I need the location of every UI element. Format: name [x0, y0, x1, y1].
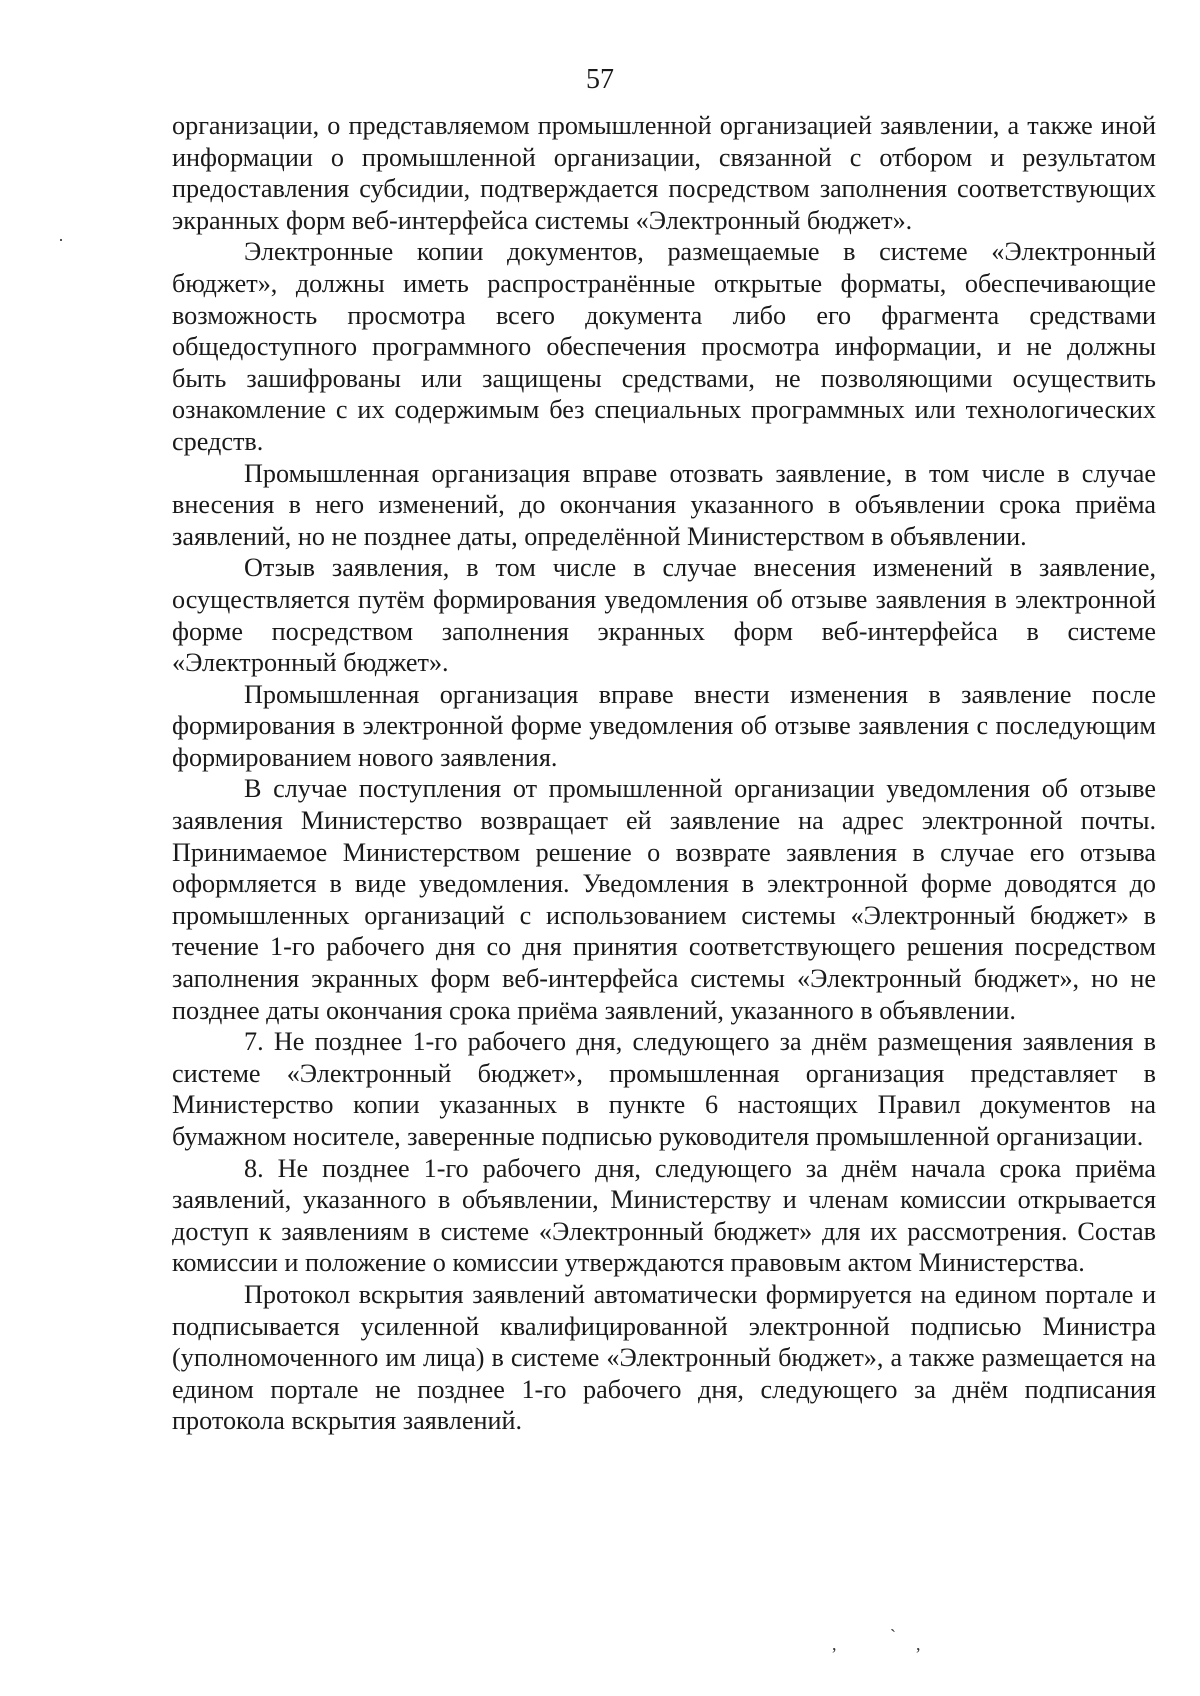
scan-speck: , — [916, 1634, 921, 1654]
paragraph-item-8: 8. Не позднее 1-го рабочего дня, следующего за днём начала срока приёма заявлений, указанного в объявлении, Министерству и членам комиссии открывается доступ к заявлениям в системе «Электронный бюджет» для их рассмотрения. Состав комиссии и положение о комиссии утверждаются правовым актом Министерства. — [172, 1153, 1156, 1278]
paragraph: организации, о представляемом промышленной организацией заявлении, а также иной информации о промышленной организации, связанной с отбором и результатом предоставления субсидии, подтверждается посредством заполнения соответствующих экранных форм веб-интерфейса системы «Электронный бюджет». — [172, 111, 1156, 235]
scan-speck: , — [832, 1634, 837, 1654]
paragraph: Промышленная организация вправе внести изменения в заявление после формирования в электронной форме уведомления об отзыве заявления с последующим формированием нового заявления. — [172, 679, 1156, 772]
paragraph: В случае поступления от промышленной организации уведомления об отзыве заявления Министерство возвращает ей заявление на адрес электронной почты. Принимаемое Министерством решение о возврате заявления в случае его отзыва оформляется в виде уведомления. Уведомления в электронной форме доводятся до промышленных организаций с использованием системы «Электронный бюджет» в течение 1-го рабочего дня со дня принятия соответствующего решения посредством заполнения экранных форм веб-интерфейса системы «Электронный бюджет», но не позднее даты окончания срока приёма заявлений, указанного в объявлении. — [172, 774, 1156, 1025]
paragraph: Отзыв заявления, в том числе в случае внесения изменений в заявление, осуществляется путём формирования уведомления об отзыве заявления в электронной форме посредством заполнения экранных форм веб-интерфейса в системе «Электронный бюджет». — [172, 553, 1156, 678]
paragraph: Электронные копии документов, размещаемые в системе «Электронный бюджет», должны иметь распространённые открытые форматы, обеспечивающие возможность просмотра всего документа либо его фрагмента средствами общедоступного программного обеспечения просмотра информации, и не должны быть зашифрованы или защищены средствами, не позволяющими осуществить ознакомление с их содержимым без специальных программных или технологических средств. — [172, 237, 1156, 456]
document-body — [172, 110, 1156, 1437]
paragraph: Протокол вскрытия заявлений автоматически формируется на едином портале и подписывается усиленной квалифицированной электронной подписью Министра (уполномоченного им лица) в системе «Электронный бюджет», а также размещается на едином портале не позднее 1-го рабочего дня, следующего за днём подписания протокола вскрытия заявлений. — [172, 1279, 1156, 1436]
paragraph-item-7: 7. Не позднее 1-го рабочего дня, следующего за днём размещения заявления в системе «Электронный бюджет», промышленная организация представляет в Министерство копии указанных в пункте 6 настоящих Правил документов на бумажном носителе, заверенные подписью руководителя промышленной организации. — [172, 1027, 1156, 1151]
paragraph: Промышленная организация вправе отозвать заявление, в том числе в случае внесения в него изменений, до окончания указанного в объявлении срока приёма заявлений, но не позднее даты, определённой Министерством в объявлении. — [172, 458, 1156, 551]
page-number: 57 — [586, 64, 614, 95]
scan-speck: ˋ — [890, 1626, 896, 1646]
scan-speck: · — [58, 230, 64, 250]
